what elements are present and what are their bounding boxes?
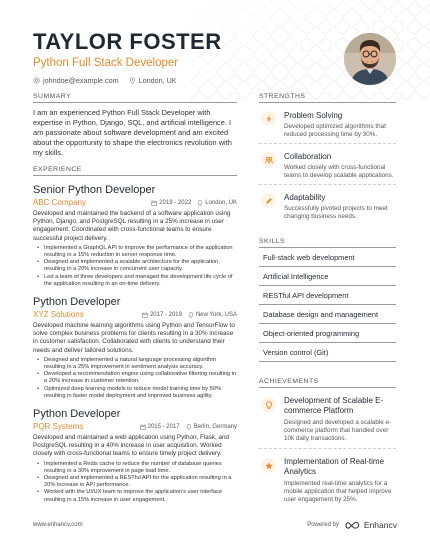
strength-title: Collaboration	[284, 152, 332, 161]
calendar-icon	[140, 424, 146, 430]
job-dates	[140, 424, 180, 430]
list-item: • Designed and implemented a scalable architecture for the application, resulting in a 20% increase in concurrent user capacity.	[33, 259, 237, 273]
location-contact	[129, 76, 177, 85]
strength-item	[259, 152, 396, 180]
candidate-role: Python Full Stack Developer	[33, 57, 179, 69]
avatar-illustration	[344, 33, 396, 85]
skills-section	[259, 238, 396, 362]
skill-item: Object-oriented programming	[259, 324, 396, 343]
strength-description: Successfully pivoted projects to meet changing business needs.	[284, 205, 388, 220]
job-description: Developed machine learning algorithms using Python and TensorFlow to solve complex business problems for clients resulting in a 30% increase in customer satisfaction. Collaborated with clients to understand their needs and deliver tailored solutions.	[33, 322, 235, 354]
job-dates-text: 2015 - 2017	[147, 423, 180, 430]
footer-url[interactable]: www.enhancv.com	[33, 522, 83, 528]
email-contact[interactable]	[33, 76, 119, 85]
at-icon	[33, 77, 40, 84]
job-description: Developed and maintained a web application using Python, Flask, and PostgreSQL resulting in a 40% increase in user acquisition. Worked closely with cross-functional teams to ensure timely project delivery.	[33, 434, 230, 458]
skill-item: Artificial Intelligence	[259, 267, 396, 286]
achievement-item	[259, 457, 396, 509]
powered-by	[307, 520, 397, 530]
job-location	[186, 424, 237, 430]
job-location-text: London, UK	[205, 199, 237, 206]
job-meta	[33, 310, 237, 319]
job-title: Python Developer	[33, 408, 121, 421]
list-item: • Worked with the UI/UX team to improve the application's user interface resulting in a 15% increase in user engagement.	[33, 489, 237, 503]
people-icon	[261, 152, 276, 167]
list-item: • Designed and implemented a natural language processing algorithm resulting in a 25% improvement in sentiment analysis accuracy.	[33, 357, 237, 371]
summary-heading: SUMMARY	[33, 93, 237, 103]
summary-text: I am an experienced Python Full Stack Developer with expertise in Python, Django, SQL, and artificial intelligence. I am passionate about software development and am excited about the opportunity to shape the electronics revolution with my skills.	[33, 108, 232, 157]
job-bullets	[33, 245, 237, 288]
job-entry	[33, 184, 237, 288]
location-pin-icon	[188, 312, 194, 318]
enhancv-logo-icon	[345, 521, 361, 530]
powered-by-label: Powered by	[307, 522, 339, 528]
right-column	[259, 93, 396, 509]
strength-description: Worked closely with cross-functional teams to develop scalable applications.	[284, 164, 394, 179]
list-item: • Designed and implemented a RESTful API for the application resulting in a 20% increase in API performance.	[33, 475, 237, 489]
skill-item: RESTful API development	[259, 286, 396, 305]
company-name: ABC Company	[33, 198, 86, 207]
job-entry	[33, 408, 237, 504]
achievement-title: Implementation of Real-time Analytics	[284, 457, 385, 476]
achievement-item	[259, 396, 396, 449]
job-title: Senior Python Developer	[33, 184, 156, 196]
calendar-icon	[151, 200, 157, 206]
strength-title: Problem Solving	[284, 111, 343, 120]
calendar-icon	[142, 312, 148, 318]
job-dates-text: 2017 - 2019	[149, 311, 182, 318]
strength-item	[259, 111, 396, 139]
job-meta	[33, 422, 237, 431]
pencil-icon	[261, 193, 276, 208]
location-pin-icon	[197, 200, 203, 206]
job-entry	[33, 296, 237, 400]
left-column	[33, 93, 237, 504]
list-item: • Implemented a Redis cache to reduce the number of database queries resulting in a 30% improvement in page load time.	[33, 461, 237, 475]
skills-heading: SKILLS	[259, 238, 396, 248]
skill-item: Version control (Git)	[259, 343, 396, 362]
skill-item: Database design and management	[259, 305, 396, 324]
skill-item: Full-stack web development	[259, 248, 396, 267]
job-location	[188, 312, 237, 318]
strength-description: Developed optimized algorithms that reduced processing time by 30%.	[284, 123, 386, 138]
job-dates	[142, 312, 182, 318]
strength-item	[259, 193, 396, 221]
job-meta	[33, 198, 237, 207]
location-pin-icon	[186, 424, 192, 430]
company-name: PQR Systems	[33, 422, 84, 432]
list-item: • Optimized deep learning models to reduce model training time by 50% resulting in faster model deployment and improved business agility.	[33, 386, 237, 400]
email-text: johndoe@example.com	[43, 76, 119, 85]
job-description: Developed and maintained the backend of a software application using Python, Django, and PostgreSQL resulting in a 25% increase in user engagement. Coordinated with cross-functional teams to ensure successful project delivery.	[33, 210, 231, 242]
list-item: • Developed a recommendation engine using collaborative filtering resulting in a 20% increase in customer retention.	[33, 371, 237, 385]
lightbulb-icon	[261, 397, 276, 412]
job-location-text: Berlin, Germany	[193, 423, 237, 430]
experience-heading: EXPERIENCE	[33, 166, 237, 176]
brand-logo[interactable]	[345, 520, 397, 530]
star-icon	[261, 458, 276, 473]
job-location-text: New York, USA	[195, 311, 237, 318]
list-item: • Implemented a GraphQL API to improve the performance of the application resulting in a 15% reduction in server response time.	[33, 245, 237, 259]
contact-row	[33, 76, 323, 85]
profile-photo	[344, 33, 396, 85]
job-bullets	[33, 461, 237, 504]
job-bullets	[33, 357, 237, 400]
job-dates-text: 2019 - 2022	[159, 199, 192, 206]
job-location	[197, 200, 237, 206]
location-text: London, UK	[138, 76, 177, 85]
candidate-name: TAYLOR FOSTER	[33, 29, 222, 54]
page-footer	[33, 520, 397, 530]
achievements-section	[259, 378, 396, 509]
strengths-heading: STRENGTHS	[259, 93, 396, 103]
resume-header	[33, 30, 323, 85]
lightning-icon	[261, 111, 276, 126]
location-pin-icon	[129, 77, 136, 84]
job-title: Python Developer	[33, 296, 121, 309]
job-dates	[151, 200, 191, 206]
brand-name: Enhancv	[363, 520, 397, 530]
company-name: XYZ Solutions	[33, 310, 84, 320]
strength-title: Adaptability	[284, 193, 326, 202]
achievements-heading: ACHIEVEMENTS	[259, 378, 396, 388]
achievement-title: Development of Scalable E-commerce Platform	[284, 396, 384, 415]
achievement-description: Designed and developed a scalable e-commerce platform that handled over 10k daily transactions.	[284, 419, 392, 442]
list-item: • Led a team of three developers and managed the development life cycle of the application resulting in an on-time delivery.	[33, 274, 237, 288]
achievement-description: Implemented real-time analytics for a mobile application that helped improve user engagement by 25%.	[284, 480, 392, 503]
